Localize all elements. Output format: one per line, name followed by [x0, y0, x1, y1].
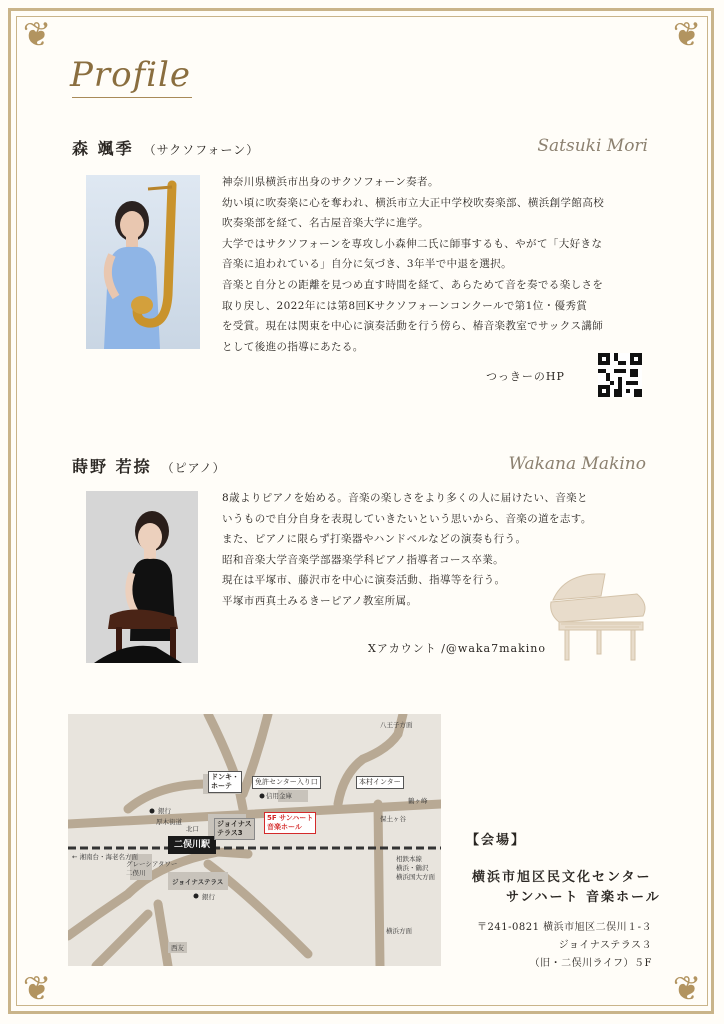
bio-line: として後進の指導にあたる。	[222, 340, 364, 353]
map-label-hachiouji: 八王子方面	[380, 721, 413, 729]
map-label-honson: 本村インター	[356, 776, 404, 789]
bio-line: 吹奏楽部を経て、名古屋音楽大学に進学。	[222, 217, 429, 230]
qr-code-icon[interactable]	[598, 353, 642, 397]
venue-address: ジョイナステラス３	[558, 940, 652, 951]
map-label-joinus3: ジョイナス テラス3	[214, 818, 255, 840]
grand-piano-icon	[545, 570, 655, 665]
map-label-greatower: グレーシアタワー 二俣川	[126, 860, 178, 877]
map-label-ginko: 銀行	[158, 807, 171, 815]
page-title: Profile	[70, 55, 191, 95]
map-label-menkyo: 免許センター入り口	[252, 776, 321, 789]
map-label-joinus: ジョイナステラス	[172, 878, 224, 886]
map-label-donki: ドンキ・ ホーテ	[208, 771, 242, 793]
venue-heading: 【会場】	[466, 833, 527, 848]
bio-line: 平塚市西真土みるきーピアノ教室所属。	[222, 594, 418, 607]
bio-line: を受賞。現在は関東を中心に演奏活動を行う傍ら、椿音楽教室でサックス講師	[222, 320, 604, 333]
venue-hall: サンハート 音楽ホール	[506, 890, 661, 905]
venue-address: （旧・二俣川ライフ）５F	[529, 958, 652, 969]
bio-line: いうもので自分自身を表現していきたいという思いから、音楽の道を志す。	[222, 512, 592, 525]
corner-ornament-icon: ❦	[672, 969, 702, 1009]
x-account-link[interactable]: Xアカウント /@waka7makino	[368, 642, 546, 655]
map-label-shonan: ← 湘南台・海老名方面	[72, 853, 139, 861]
corner-ornament-icon: ❦	[672, 15, 702, 55]
map-label-ginko: 銀行	[202, 893, 215, 901]
corner-ornament-icon: ❦	[22, 15, 52, 55]
performer-photo	[86, 491, 198, 663]
performer-instrument: （ピアノ）	[161, 461, 226, 475]
bio-line: また、ピアノに限らず打楽器やハンドベルなどの演奏も行う。	[222, 533, 527, 546]
bio-line: 昭和音楽大学音楽学部器楽学科ピアノ指導者コース卒業。	[222, 553, 505, 566]
map-venue-label: 5F サンハート 音楽ホール	[264, 812, 316, 834]
bio-line: 取り戻し、2022年には第8回Kサクソフォーンコンクールで第1位・優秀賞	[222, 299, 588, 312]
map-label-hashimoto: 厚木街道	[156, 818, 182, 826]
map-label-sotetsu: 相鉄本線 横浜・鶴沢 横浜国大方面	[396, 855, 435, 881]
bio-line: 大学ではサクソフォーンを専攻し小森伸二氏に師事するも、やがて「大好きな	[222, 237, 603, 250]
venue-name: 横浜市旭区民文化センター	[472, 870, 652, 885]
performer-instrument: （サクソフォーン）	[143, 143, 260, 157]
corner-ornament-icon: ❦	[22, 969, 52, 1009]
map-label-tsurugamine: 鶴ヶ峰	[408, 797, 428, 805]
map-label-kita: 北口	[186, 825, 199, 833]
bio-line: 8歳よりピアノを始める。音楽の楽しさをより多くの人に届けたい、音楽と	[222, 492, 588, 504]
performer-roman-name: Wakana Makino	[508, 454, 646, 474]
performer-bio	[222, 172, 604, 357]
performer-bio	[222, 488, 592, 612]
venue-map	[68, 714, 441, 966]
map-label-hodogaya: 保土ヶ谷	[380, 815, 406, 823]
performer-photo	[86, 175, 200, 349]
venue-address: 〒241-0821 横浜市旭区二俣川１-３	[477, 922, 652, 933]
performer-name: 森 颯季 （サクソフォーン）	[72, 139, 260, 158]
map-label-nishi: 西友	[168, 942, 187, 953]
bio-line: 音楽に追われている」自分に気づき、3年半で中退を選択。	[222, 258, 513, 271]
bio-line: 音楽と自分との距離を見つめ直す時間を経て、あらためて音を奏でる楽しさを	[222, 278, 604, 291]
performer-name: 蒔野 若捺 （ピアノ）	[72, 457, 226, 476]
bio-line: 神奈川県横浜市出身のサクソフォーン奏者。	[222, 176, 439, 188]
performer-roman-name: Satsuki Mori	[537, 136, 648, 156]
bio-line: 現在は平塚市、藤沢市を中心に演奏活動、指導等を行う。	[222, 574, 506, 587]
homepage-link[interactable]: つっきーのHP	[486, 370, 565, 383]
map-label-yokohama: 横浜方面	[386, 927, 412, 935]
map-label-shinyo: 信用金庫	[266, 792, 292, 800]
bio-line: 幼い頃に吹奏楽に心を奪われ、横浜市立大正中学校吹奏楽部、横浜創学館高校	[222, 196, 605, 209]
map-station-label: 二俣川駅	[174, 840, 211, 850]
